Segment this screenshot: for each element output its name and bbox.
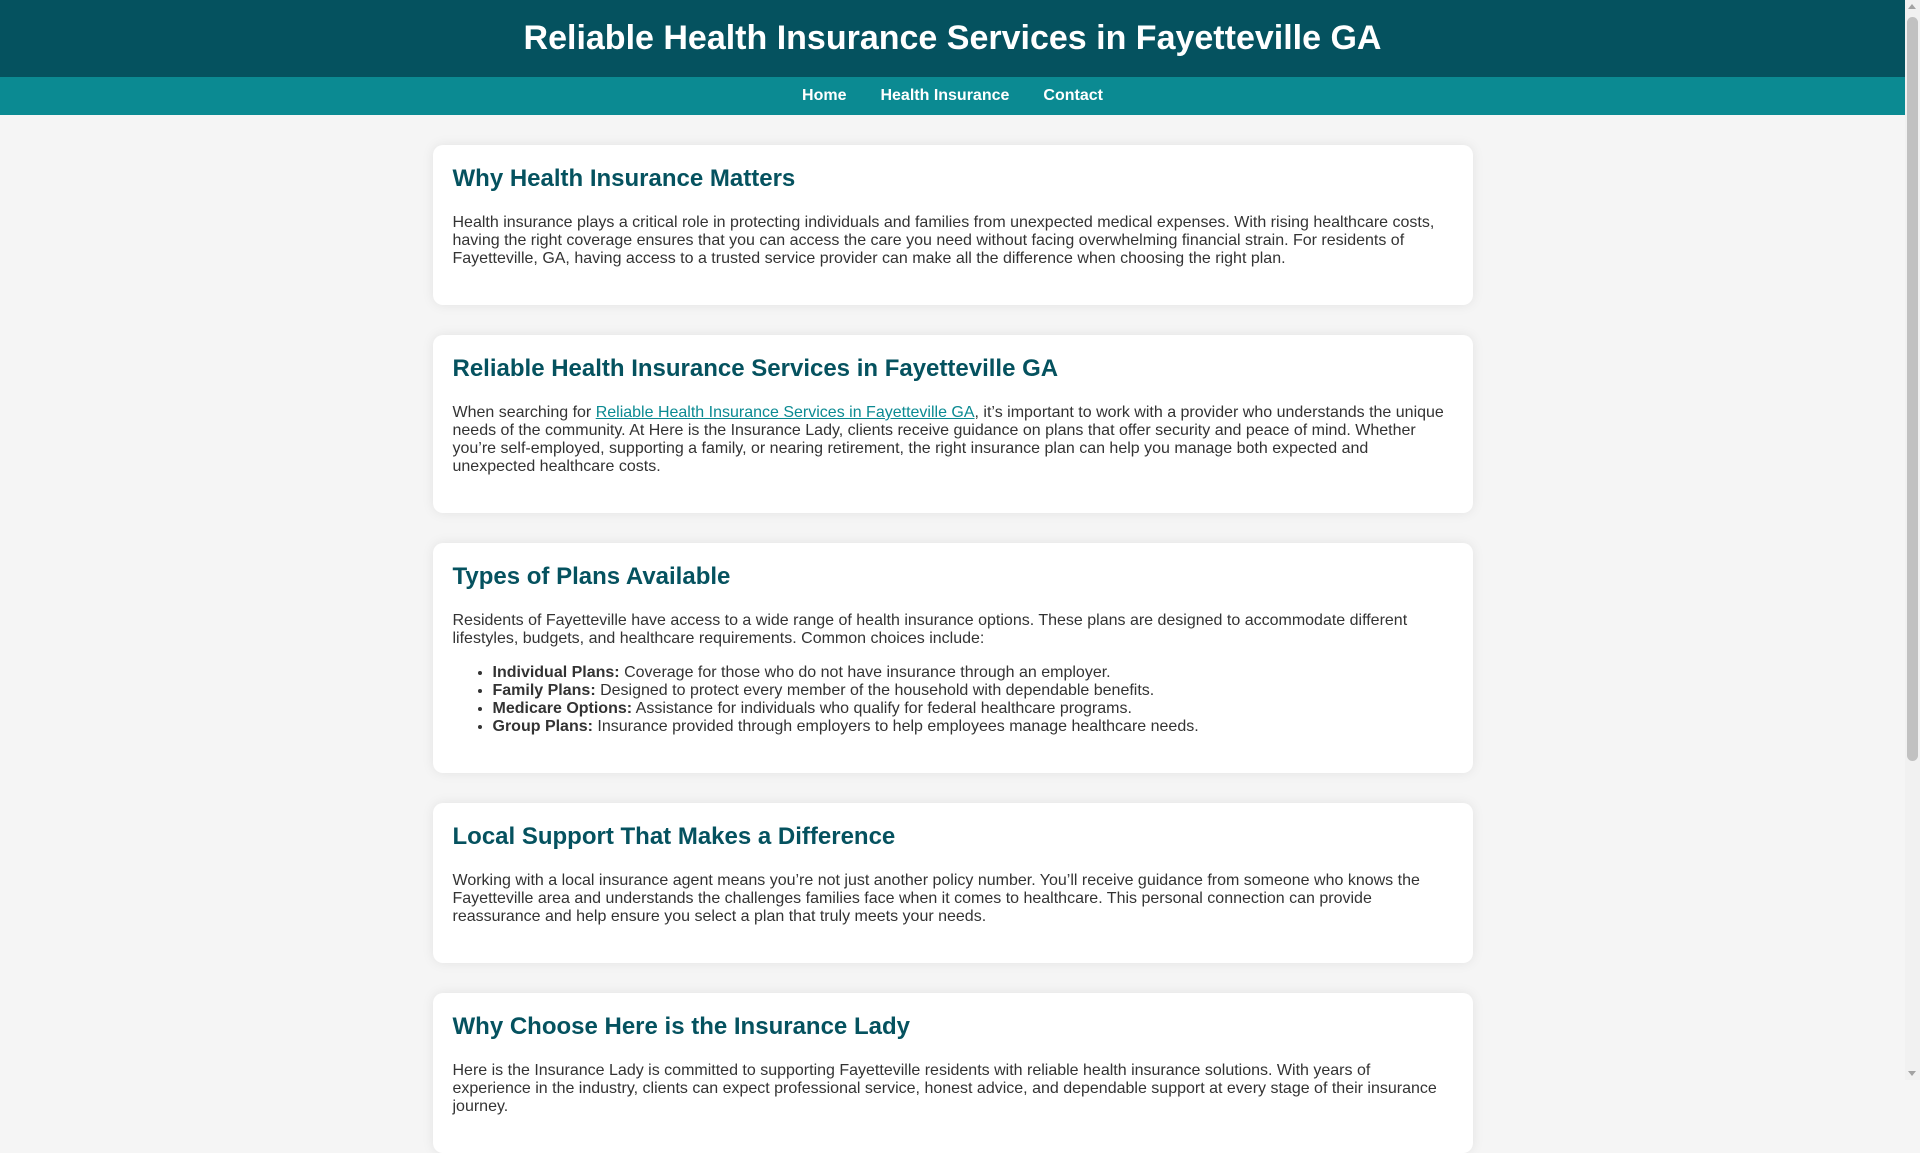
nav-health-insurance-link[interactable]: Health Insurance [880, 87, 1010, 104]
section-heading: Why Health Insurance Matters [452, 165, 796, 192]
plan-description: Coverage for those who do not have insurance through an employer. [619, 664, 1111, 681]
nav-home-link[interactable]: Home [802, 87, 847, 104]
section-text: Health insurance plays a critical role in protecting individuals and families from unexpected medical expenses. With rising healthcare costs, having the right coverage ensures that you can access the care you need without facing overwhelming financial strain. For residents of Fayetteville, GA, having access to a trusted service provider can make all the difference when choosing the right plan. [452, 214, 1435, 267]
nav-contact-link[interactable]: Contact [1043, 87, 1103, 104]
section-text [453, 404, 1453, 476]
section-local-support [433, 803, 1473, 963]
plan-label: Individual Plans: [492, 664, 620, 681]
text-before-link: When searching for [452, 404, 596, 421]
site-header [0, 0, 1905, 77]
section-text: Residents of Fayetteville have access to a wide range of health insurance options. These plans are designed to accommodate different lifestyles, budgets, and healthcare requirements. Common choices include: [452, 612, 1408, 647]
plan-description: Assistance for individuals who qualify for federal healthcare programs. [632, 700, 1132, 717]
section-why-choose [433, 993, 1473, 1153]
plan-label: Group Plans: [492, 718, 593, 735]
main-nav [0, 77, 1905, 115]
section-types-of-plans [433, 543, 1473, 773]
plan-label: Medicare Options: [492, 700, 633, 717]
plan-label: Family Plans: [492, 682, 596, 699]
scrollbar-thumb[interactable] [1907, 17, 1918, 761]
scroll-up-arrow-icon[interactable] [1908, 4, 1916, 9]
section-text: Working with a local insurance agent means you’re not just another policy number. You’ll receive guidance from someone who knows the Fayetteville area and understands the challenges families face when it comes to healthcare. This personal connection can provide reassurance and help ensure you select a plan that truly meets your needs. [452, 872, 1420, 925]
section-reliable-services [433, 335, 1473, 513]
scroll-down-arrow-icon[interactable] [1908, 1071, 1916, 1076]
list-item [493, 682, 1453, 700]
plan-description: Insurance provided through employers to help employees manage healthcare needs. [592, 718, 1199, 735]
section-heading: Reliable Health Insurance Services in Fayetteville GA [452, 355, 1059, 382]
list-item [493, 664, 1453, 682]
services-link[interactable]: Reliable Health Insurance Services in Fayetteville GA [595, 404, 975, 421]
section-heading: Local Support That Makes a Difference [452, 823, 896, 850]
text-after-link: , it’s important to work with a provider who understands the unique needs of the community. At Here is the Insurance Lady, clients receive guidance on plans that offer security and peace of mind. Whether you’re self-employed, supporting a family, or nearing retirement, the right insurance plan can help you manage both expected and unexpected healthcare costs. [452, 404, 1444, 475]
list-item [493, 700, 1453, 718]
plans-list [453, 664, 1453, 736]
main-content [0, 115, 1905, 1153]
list-item [493, 718, 1453, 736]
vertical-scrollbar[interactable] [1905, 0, 1920, 1080]
plan-description: Designed to protect every member of the household with dependable benefits. [595, 682, 1155, 699]
section-text: Here is the Insurance Lady is committed to supporting Fayetteville residents with reliable health insurance solutions. With years of experience in the industry, clients can expect professional service, honest advice, and dependable support at every stage of their insurance journey. [452, 1062, 1437, 1115]
section-heading: Why Choose Here is the Insurance Lady [452, 1013, 910, 1040]
section-heading: Types of Plans Available [452, 563, 731, 590]
section-why-health-insurance-matters [433, 145, 1473, 305]
site-title: Reliable Health Insurance Services in Fayetteville GA [523, 19, 1382, 57]
